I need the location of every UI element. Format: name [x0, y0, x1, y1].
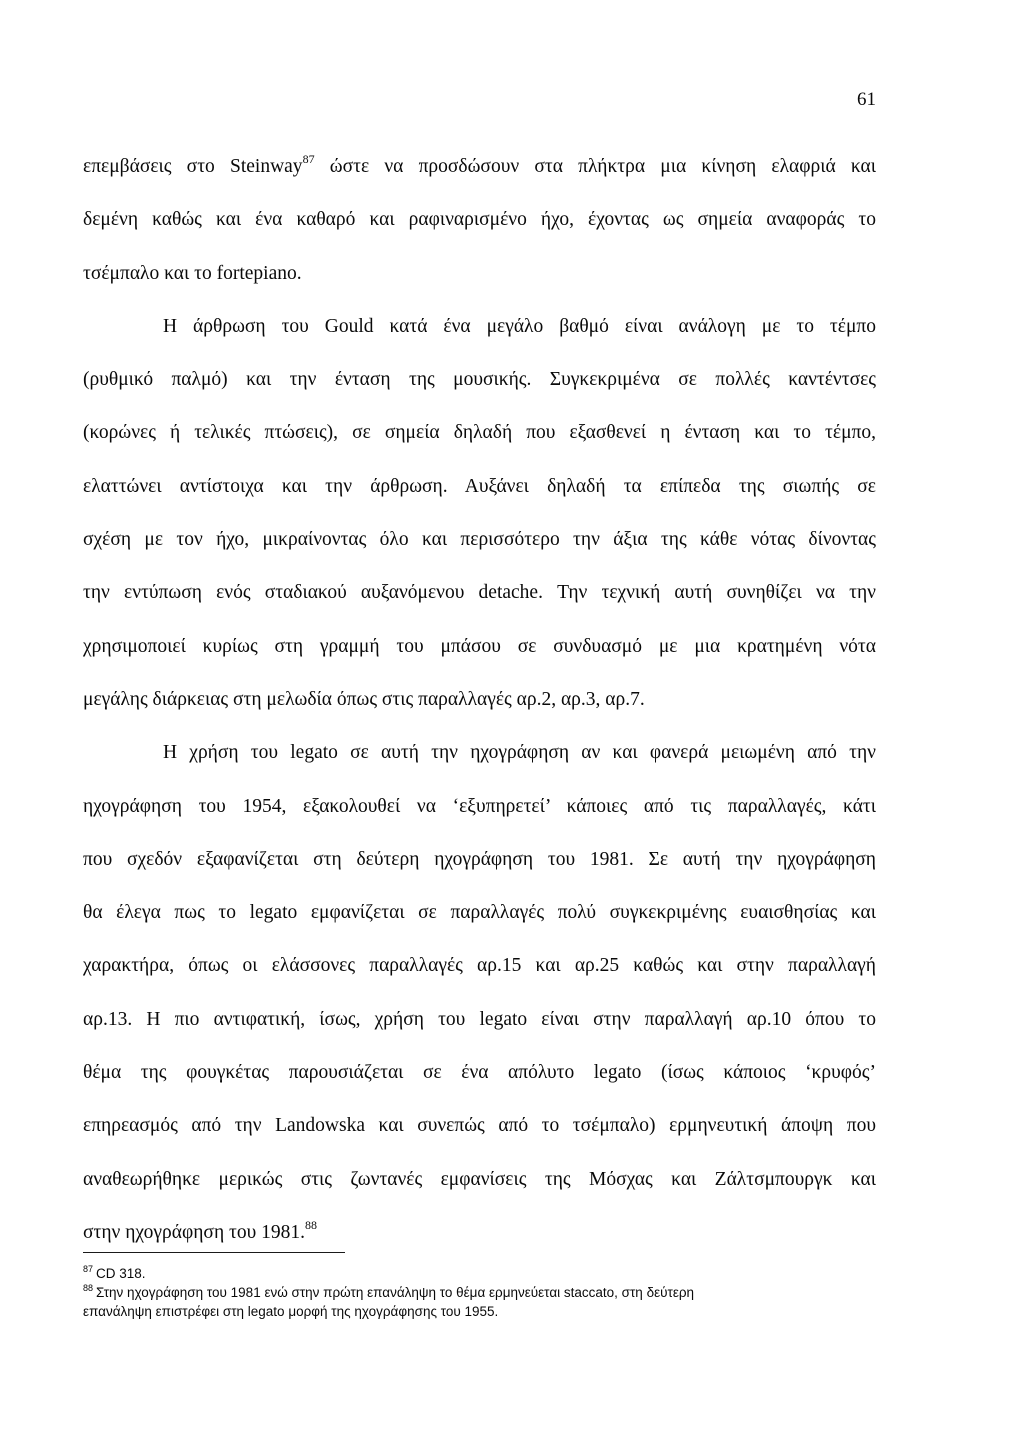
- text-line: επηρεασμός από την Landowska και συνεπώς από το τσέμπαλο) ερμηνευτική άποψη που: [83, 1115, 876, 1137]
- text-line: θέμα της φουγκέτας παρουσιάζεται σε ένα απόλυτο legato (ίσως κάποιος ‘κρυφός’: [83, 1062, 876, 1084]
- paragraph-first-line: Η άρθρωση του Gould κατά ένα μεγάλο βαθμό είναι ανάλογη με το τέμπο: [163, 315, 876, 337]
- text-line: ελαττώνει αντίστοιχα και την άρθρωση. Αυξάνει δηλαδή τα επίπεδα της σιωπής σε: [83, 475, 876, 497]
- text-line: που σχεδόν εξαφανίζεται στη δεύτερη ηχογράφηση του 1981. Σε αυτή την ηχογράφηση: [83, 848, 876, 870]
- text-fragment: επεμβάσεις στο Steinway: [83, 156, 303, 177]
- footnote-text: CD 318.: [96, 1266, 146, 1281]
- text-line: θα έλεγα πως το legato εμφανίζεται σε παραλλαγές πολύ συγκεκριμένης ευαισθησίας και: [83, 902, 876, 924]
- page-number: 61: [857, 89, 876, 110]
- paragraph-first-line: Η χρήση του legato σε αυτή την ηχογράφηση αν και φανερά μειωμένη από την: [163, 742, 876, 764]
- text-line: [83, 150, 876, 203]
- text-line: την εντύπωση ενός σταδιακού αυξανόμενου detache. Την τεχνική αυτή συνηθίζει να την: [83, 582, 876, 604]
- paragraph-last-line: τσέμπαλο και το fortepiano.: [83, 262, 302, 284]
- footnote-reference: 88: [305, 1217, 318, 1232]
- text-line: αρ.13. Η πιο αντιφατική, ίσως, χρήση του legato είναι στην παραλλαγή αρ.10 όπου το: [83, 1008, 876, 1030]
- text-line: αναθεωρήθηκε μερικώς στις ζωντανές εμφανίσεις της Μόσχας και Ζάλτσμπουργκ και: [83, 1168, 876, 1190]
- text-line: δεμένη καθώς και ένα καθαρό και ραφιναρισμένο ήχο, έχοντας ως σημεία αναφοράς το: [83, 209, 876, 231]
- paragraph-last-line: [83, 1216, 876, 1269]
- footnote-marker: 88: [83, 1283, 94, 1293]
- footnote-reference: 87: [302, 152, 315, 166]
- text-fragment: στην ηχογράφηση του 1981.: [83, 1221, 306, 1243]
- text-line: ηχογράφηση του 1954, εξακολουθεί να ‘εξυπηρετεί’ κάποιες από τις παραλλαγές, κάτι: [83, 795, 876, 817]
- footnotes: [83, 1264, 876, 1321]
- text-line: χρησιμοποιεί κυρίως στη γραμμή του μπάσου σε συνδυασμό με μια κρατημένη νότα: [83, 635, 876, 657]
- paragraph-last-line: μεγάλης διάρκειας στη μελωδία όπως στις παραλλαγές αρ.2, αρ.3, αρ.7.: [83, 688, 645, 710]
- text-line: σχέση με τον ήχο, μικραίνοντας όλο και περισσότερο την άξια της κάθε νότας δίνοντας: [83, 529, 876, 551]
- text-line: χαρακτήρα, όπως οι ελάσσονες παραλλαγές αρ.15 και αρ.25 καθώς και στην παραλλαγή: [83, 955, 876, 977]
- footnote: [83, 1264, 876, 1283]
- footnote: [83, 1283, 876, 1302]
- text-line: (ρυθμικό παλμό) και την ένταση της μουσικής. Συγκεκριμένα σε πολλές καντέντσες: [83, 369, 876, 391]
- footnote-text: Στην ηχογράφηση του 1981 ενώ στην πρώτη επανάληψη το θέμα ερμηνεύεται staccato, στη δεύτερη: [96, 1285, 695, 1300]
- footnote-separator: [83, 1252, 345, 1253]
- text-line: (κορώνες ή τελικές πτώσεις), σε σημεία δηλαδή που εξασθενεί η ένταση και το τέμπο,: [83, 422, 876, 444]
- text-fragment: ώστε να προσδώσουν στα πλήκτρα μια κίνηση ελαφριά και: [314, 156, 877, 177]
- footnote-continuation: επανάληψη επιστρέφει στη legato μορφή της ηχογράφησης του 1955.: [83, 1304, 499, 1319]
- footnote-marker: 87: [83, 1264, 94, 1274]
- body-text: [83, 150, 876, 1269]
